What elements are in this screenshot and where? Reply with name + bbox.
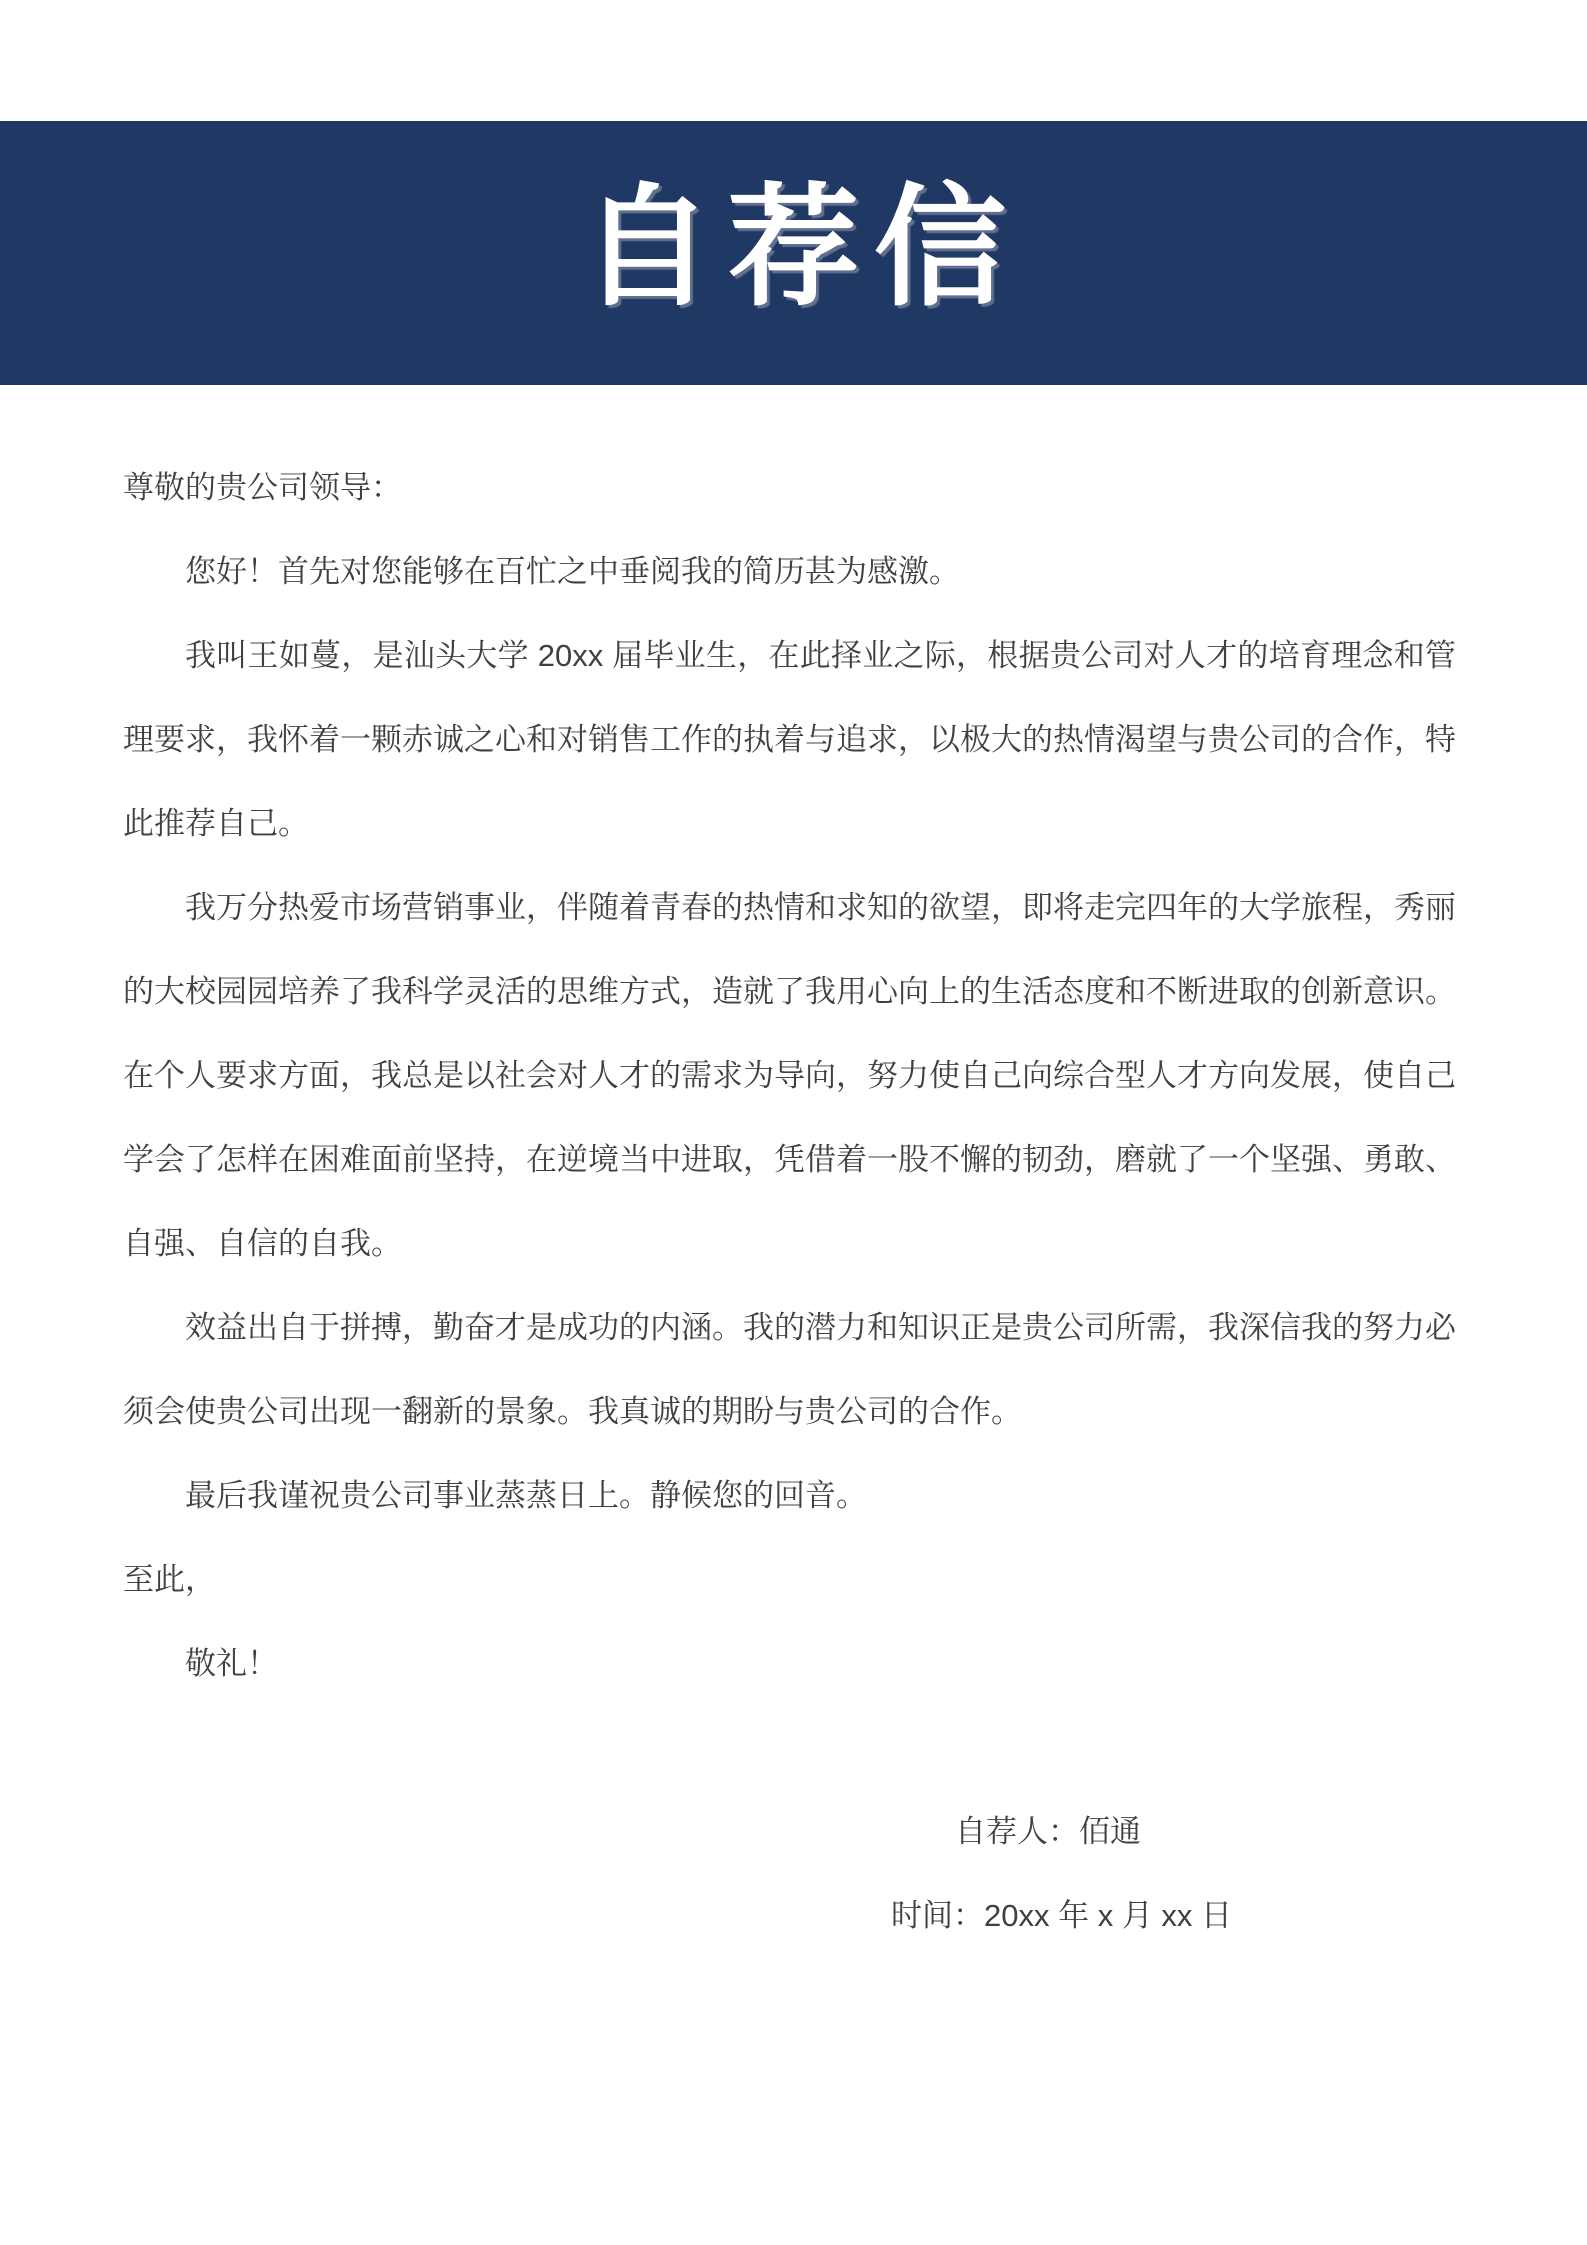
date-line: 时间：20xx 年 x 月 xx 日 — [891, 1898, 1233, 1933]
page-title: 自荐信 — [580, 174, 1021, 321]
salutation: 尊敬的贵公司领导： — [123, 470, 402, 505]
letter-paragraph: 我万分热爱市场营销事业，伴随着青春的热情和求知的欲望，即将走完四年的大学旅程，秀丽的大校园园培养了我科学灵活的思维方式，造就了我用心向上的生活态度和不断进取的创新意识。在个人要求方面，我总是以社会对人才的需求为导向，努力使自己向综合型人才方向发展，使自己学会了怎样在困难面前坚持，在逆境当中进取，凭借着一股不懈的韧劲，磨就了一个坚强、勇敢、自强、自信的自我。 — [123, 890, 1456, 1261]
letter-paragraph: 效益出自于拼搏，勤奋才是成功的内涵。我的潜力和知识正是贵公司所需，我深信我的努力必须会使贵公司出现一翻新的景象。我真诚的期盼与贵公司的合作。 — [123, 1310, 1456, 1429]
letter-paragraph: 您好！首先对您能够在百忙之中垂阅我的简历甚为感激。 — [185, 554, 960, 589]
signer-line: 自荐人：佰通 — [955, 1814, 1141, 1849]
letter-body — [123, 446, 1456, 1958]
salute-line: 敬礼！ — [185, 1646, 278, 1681]
letter-paragraph: 最后我谨祝贵公司事业蒸蒸日上。静候您的回音。 — [185, 1478, 867, 1513]
closing-line: 至此， — [123, 1562, 216, 1597]
title-banner — [0, 121, 1587, 385]
letter-paragraph: 我叫王如蔓，是汕头大学 20xx 届毕业生，在此择业之际，根据贵公司对人才的培育理念和管理要求，我怀着一颗赤诚之心和对销售工作的执着与追求，以极大的热情渴望与贵公司的合作，特此推荐自己。 — [123, 638, 1456, 841]
